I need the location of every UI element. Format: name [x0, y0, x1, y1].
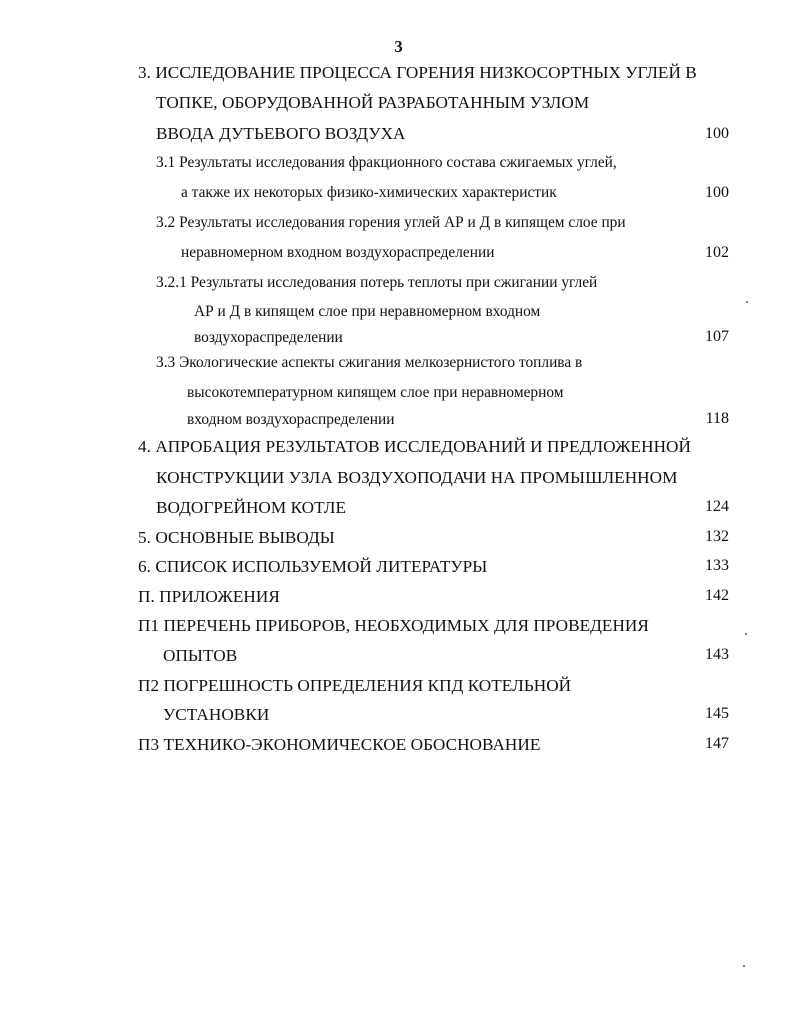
toc-section-3-2-1-line-1: 3.2.1 Результаты исследования потерь теплоты при сжигании углей	[156, 274, 598, 291]
toc-chapter-5-page: 132	[705, 528, 729, 545]
toc-section-3-1-line-2: а также их некоторых физико-химических характеристик	[181, 184, 557, 201]
toc-appendix-p1-page: 143	[705, 646, 729, 663]
toc-appendix-p3-page: 147	[705, 735, 729, 752]
toc-section-3-2-1-line-2: АР и Д в кипящем слое при неравномерном входном	[194, 303, 541, 320]
toc-chapter-3-line-3: ВВОДА ДУТЬЕВОГО ВОЗДУХА	[156, 124, 406, 143]
toc-appendix-p2-line-2: УСТАНОВКИ	[163, 705, 270, 724]
toc-chapter-5-line-1: 5. ОСНОВНЫЕ ВЫВОДЫ	[138, 528, 335, 547]
scan-speck	[745, 633, 747, 635]
toc-section-3-2-line-2: неравномерном входном воздухораспределении	[181, 244, 495, 261]
toc-chapter-3-line-1: 3. ИССЛЕДОВАНИЕ ПРОЦЕССА ГОРЕНИЯ НИЗКОСОРТНЫХ УГЛЕЙ В	[138, 63, 697, 82]
toc-appendices-line-1: П. ПРИЛОЖЕНИЯ	[138, 587, 280, 606]
toc-section-3-2-page: 102	[705, 244, 729, 261]
toc-section-3-3-line-2: высокотемпературном кипящем слое при неравномерном	[187, 384, 564, 401]
toc-chapter-3-line-2: ТОПКЕ, ОБОРУДОВАННОЙ РАЗРАБОТАННЫМ УЗЛОМ	[156, 93, 590, 112]
toc-section-3-3-page: 118	[705, 410, 729, 427]
toc-section-3-2-line-1: 3.2 Результаты исследования горения углей АР и Д в кипящем слое при	[156, 214, 626, 231]
toc-appendix-p1-line-1: П1 ПЕРЕЧЕНЬ ПРИБОРОВ, НЕОБХОДИМЫХ ДЛЯ ПРОВЕДЕНИЯ	[138, 616, 649, 635]
toc-section-3-3-line-1: 3.3 Экологические аспекты сжигания мелкозернистого топлива в	[156, 354, 583, 371]
toc-section-3-1-line-1: 3.1 Результаты исследования фракционного состава сжигаемых углей,	[156, 154, 617, 171]
toc-chapter-3-page: 100	[705, 125, 729, 142]
toc-appendix-p2-page: 145	[705, 705, 729, 722]
toc-appendices-page: 142	[705, 587, 729, 604]
toc-section-3-1-page: 100	[705, 184, 729, 201]
toc-chapter-4-page: 124	[705, 498, 729, 515]
toc-appendix-p2-line-1: П2 ПОГРЕШНОСТЬ ОПРЕДЕЛЕНИЯ КПД КОТЕЛЬНОЙ	[138, 676, 572, 695]
toc-chapter-4-line-3: ВОДОГРЕЙНОМ КОТЛЕ	[156, 498, 347, 517]
toc-chapter-6-page: 133	[705, 557, 729, 574]
scan-speck	[743, 965, 745, 967]
toc-chapter-6-line-1: 6. СПИСОК ИСПОЛЬЗУЕМОЙ ЛИТЕРАТУРЫ	[138, 557, 488, 576]
scan-speck	[746, 301, 748, 303]
toc-appendix-p3-line-1: П3 ТЕХНИКО-ЭКОНОМИЧЕСКОЕ ОБОСНОВАНИЕ	[138, 735, 541, 754]
page-number: 3	[394, 37, 403, 56]
toc-section-3-2-1-page: 107	[705, 328, 729, 345]
toc-chapter-4-line-2: КОНСТРУКЦИИ УЗЛА ВОЗДУХОПОДАЧИ НА ПРОМЫШЛЕННОМ	[156, 468, 678, 487]
toc-section-3-3-line-3: входном воздухораспределении	[187, 411, 395, 428]
toc-section-3-2-1-line-3: воздухораспределении	[194, 329, 343, 346]
toc-chapter-4-line-1: 4. АПРОБАЦИЯ РЕЗУЛЬТАТОВ ИССЛЕДОВАНИЙ И ПРЕДЛОЖЕННОЙ	[138, 437, 691, 456]
toc-appendix-p1-line-2: ОПЫТОВ	[163, 646, 238, 665]
